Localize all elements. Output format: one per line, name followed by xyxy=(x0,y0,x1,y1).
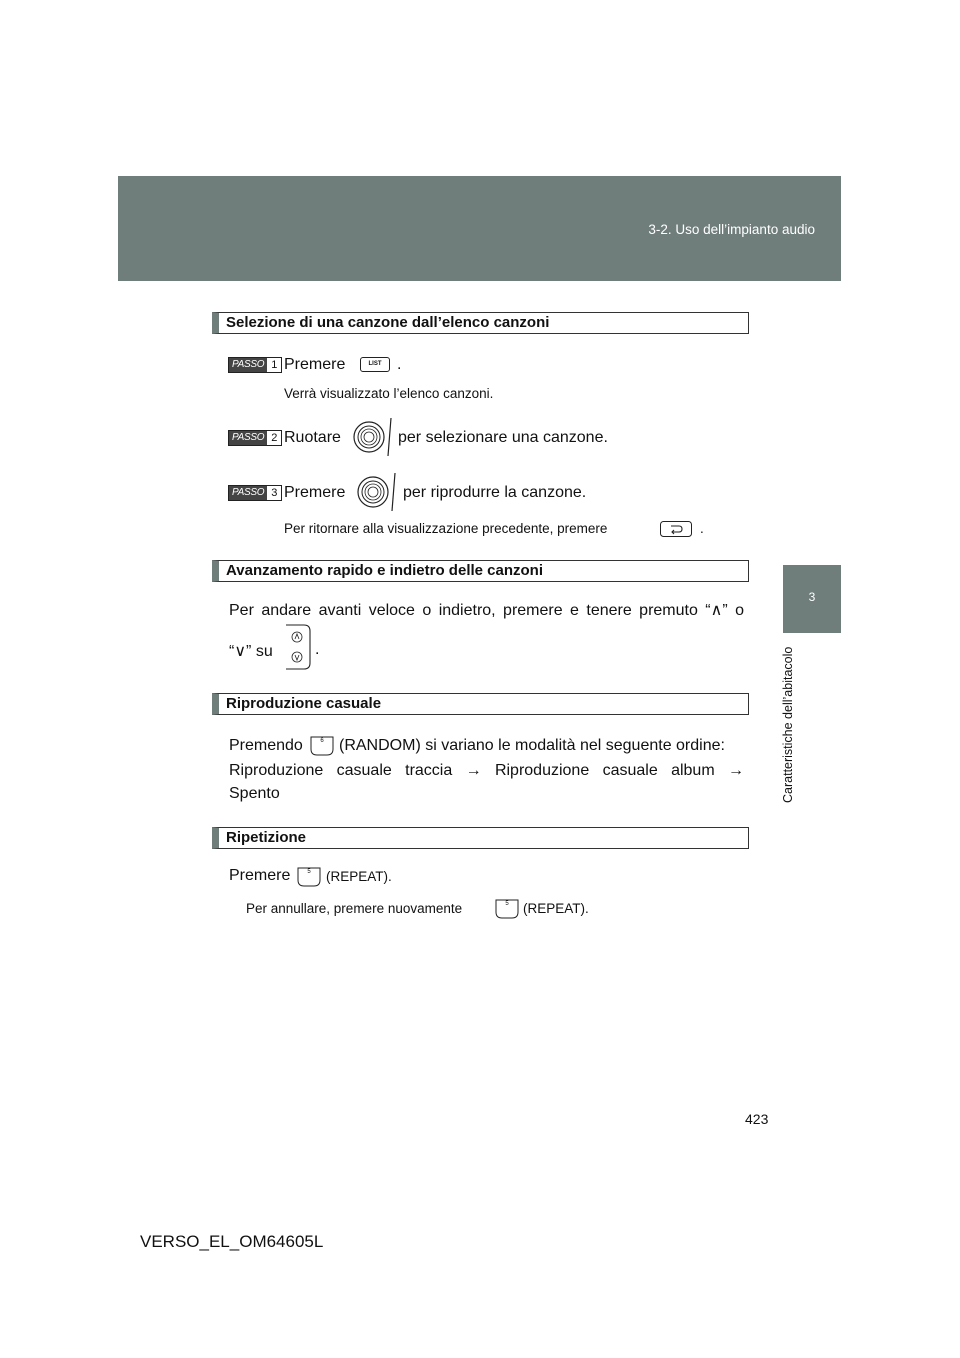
page-number: 423 xyxy=(745,1111,769,1127)
random-order-end: Spento xyxy=(229,785,280,802)
step3-text: Premere xyxy=(284,484,346,501)
step-badge-number: 1 xyxy=(267,358,281,372)
header-title: 3-2. Uso dell’impianto audio xyxy=(648,222,815,237)
tune-knob-icon xyxy=(352,416,396,458)
preset-5-label: 5 xyxy=(505,901,509,907)
step-badge-label: PASSO xyxy=(229,486,267,500)
document-code: VERSO_EL_OM64605L xyxy=(140,1232,324,1251)
step-badge-2 xyxy=(228,430,282,446)
section-title-select-song: Selezione di una canzone dall’elenco canzoni xyxy=(212,312,749,334)
step-badge-label: PASSO xyxy=(229,431,267,445)
section-title-repeat: Ripetizione xyxy=(212,827,749,849)
repeat-text-post: (REPEAT). xyxy=(326,869,392,884)
section-title-fast-forward: Avanzamento rapido e indietro delle canzoni xyxy=(212,560,749,582)
random-text-pre: Premendo xyxy=(229,737,303,754)
section-title-random: Riproduzione casuale xyxy=(212,693,749,715)
list-button-icon xyxy=(360,357,390,372)
step2-text: Ruotare xyxy=(284,429,341,446)
repeat-text-pre: Premere xyxy=(229,867,291,884)
list-button-label: LIST xyxy=(368,361,382,367)
random-order: Riproduzione casuale traccia → Riproduzione casuale album → xyxy=(229,762,744,779)
step1-note: Verrà visualizzato l’elenco canzoni. xyxy=(284,386,494,401)
step3-post: per riprodurre la canzone. xyxy=(403,484,587,501)
step2-post: per selezionare una canzone. xyxy=(398,429,608,446)
step-badge-3 xyxy=(228,485,282,501)
step3-note-end: . xyxy=(700,521,704,536)
step-badge-label: PASSO xyxy=(229,358,267,372)
step-badge-number: 3 xyxy=(267,486,281,500)
fast-forward-text-end: . xyxy=(315,641,320,658)
preset-6-label: 6 xyxy=(320,738,324,744)
random-text-post: (RANDOM) si variano le modalità nel seguente ordine: xyxy=(339,737,725,754)
fast-forward-text: Per andare avanti veloce o indietro, premere e tenere premuto “∧” o xyxy=(229,602,744,619)
chapter-number: 3 xyxy=(808,590,816,604)
repeat-note-post: (REPEAT). xyxy=(523,901,589,916)
step-badge-1 xyxy=(228,357,282,373)
fast-forward-text-2: “∨” su xyxy=(229,643,273,660)
back-button-icon xyxy=(660,521,692,537)
step1-period: . xyxy=(397,356,402,373)
step3-note: Per ritornare alla visualizzazione precedente, premere xyxy=(284,521,608,536)
chapter-title: Caratteristiche dell’abitacolo xyxy=(781,646,795,804)
step1-text: Premere xyxy=(284,356,346,373)
seek-updown-button-icon xyxy=(282,624,312,670)
tune-knob-icon xyxy=(356,471,400,513)
step-badge-number: 2 xyxy=(267,431,281,445)
preset-5-label: 5 xyxy=(307,869,311,875)
repeat-note: Per annullare, premere nuovamente xyxy=(246,901,463,916)
